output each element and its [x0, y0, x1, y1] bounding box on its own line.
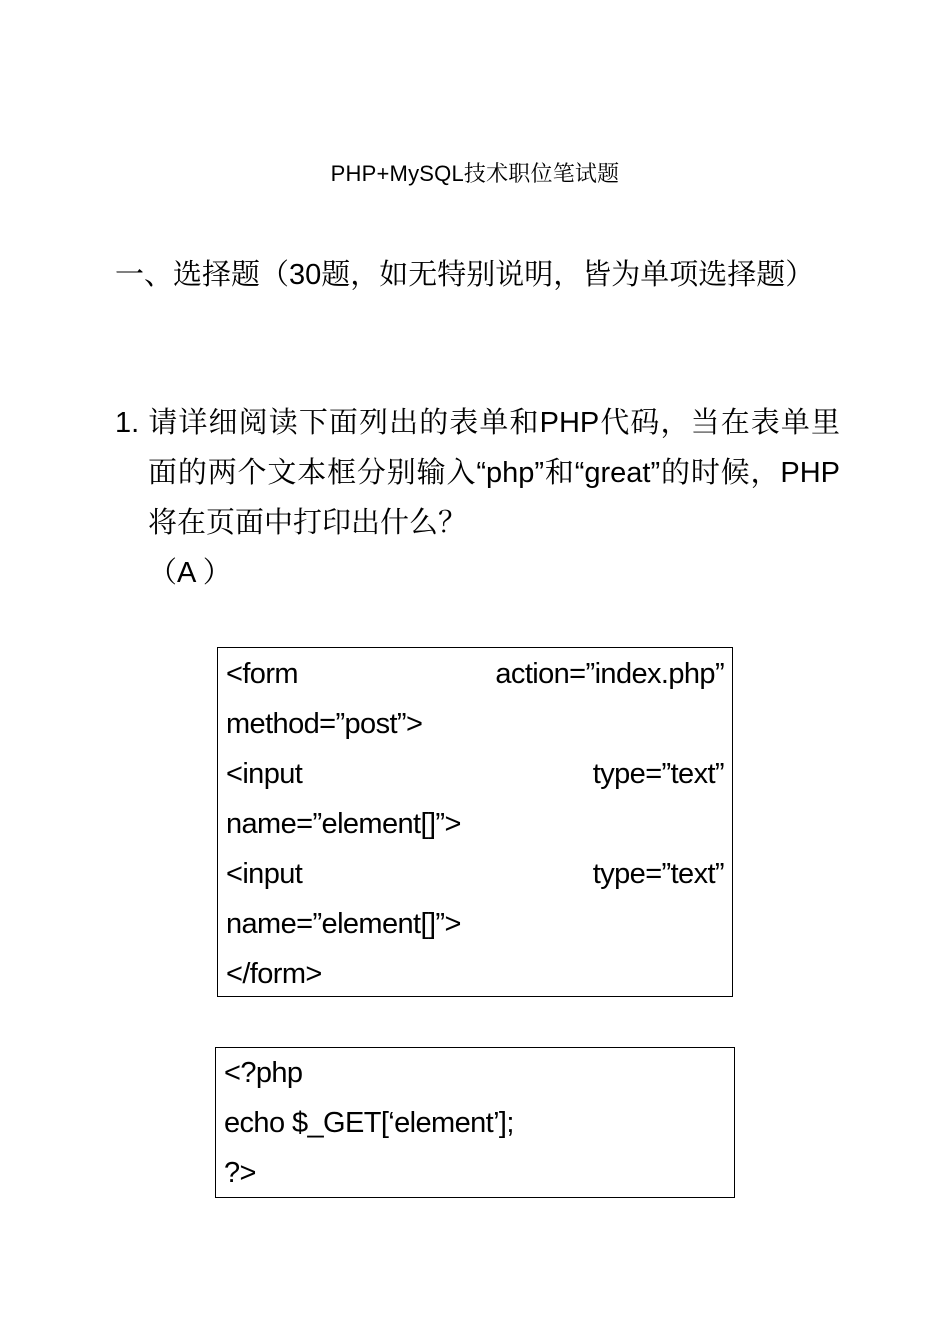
- code-token: type=”text”: [592, 758, 724, 790]
- code-line: [226, 849, 724, 899]
- question-1-text: 1. 请详细阅读下面列出的表单和PHP代码，当在表单里面的两个文本框分别输入“php”和“great”的时候，PHP将在页面中打印出什么？: [115, 407, 840, 539]
- html-form-code-block: [217, 647, 733, 997]
- code-token: <input: [226, 858, 303, 890]
- code-line: <?php: [224, 1057, 303, 1089]
- code-line: echo $_GET[‘element’];: [224, 1107, 514, 1139]
- question-1-answer: （A ）: [148, 557, 232, 589]
- code-line: name=”element[]”>: [226, 908, 461, 940]
- code-token: <form: [226, 658, 298, 690]
- question-1: [115, 398, 840, 598]
- code-line: method=”post”>: [226, 708, 423, 740]
- code-line: ?>: [224, 1157, 256, 1189]
- code-token: type=”text”: [592, 858, 724, 890]
- document-title: PHP+MySQL技术职位笔试题: [330, 161, 620, 186]
- code-token: <input: [226, 758, 303, 790]
- code-token: action=”index.php”: [495, 658, 724, 690]
- code-line: </form>: [226, 958, 322, 990]
- code-line: [226, 649, 724, 699]
- code-line: [226, 749, 724, 799]
- php-code-block: [215, 1047, 735, 1198]
- code-line: name=”element[]”>: [226, 808, 461, 840]
- section-heading: 一、选择题（30题，如无特别说明，皆为单项选择题）: [115, 259, 815, 291]
